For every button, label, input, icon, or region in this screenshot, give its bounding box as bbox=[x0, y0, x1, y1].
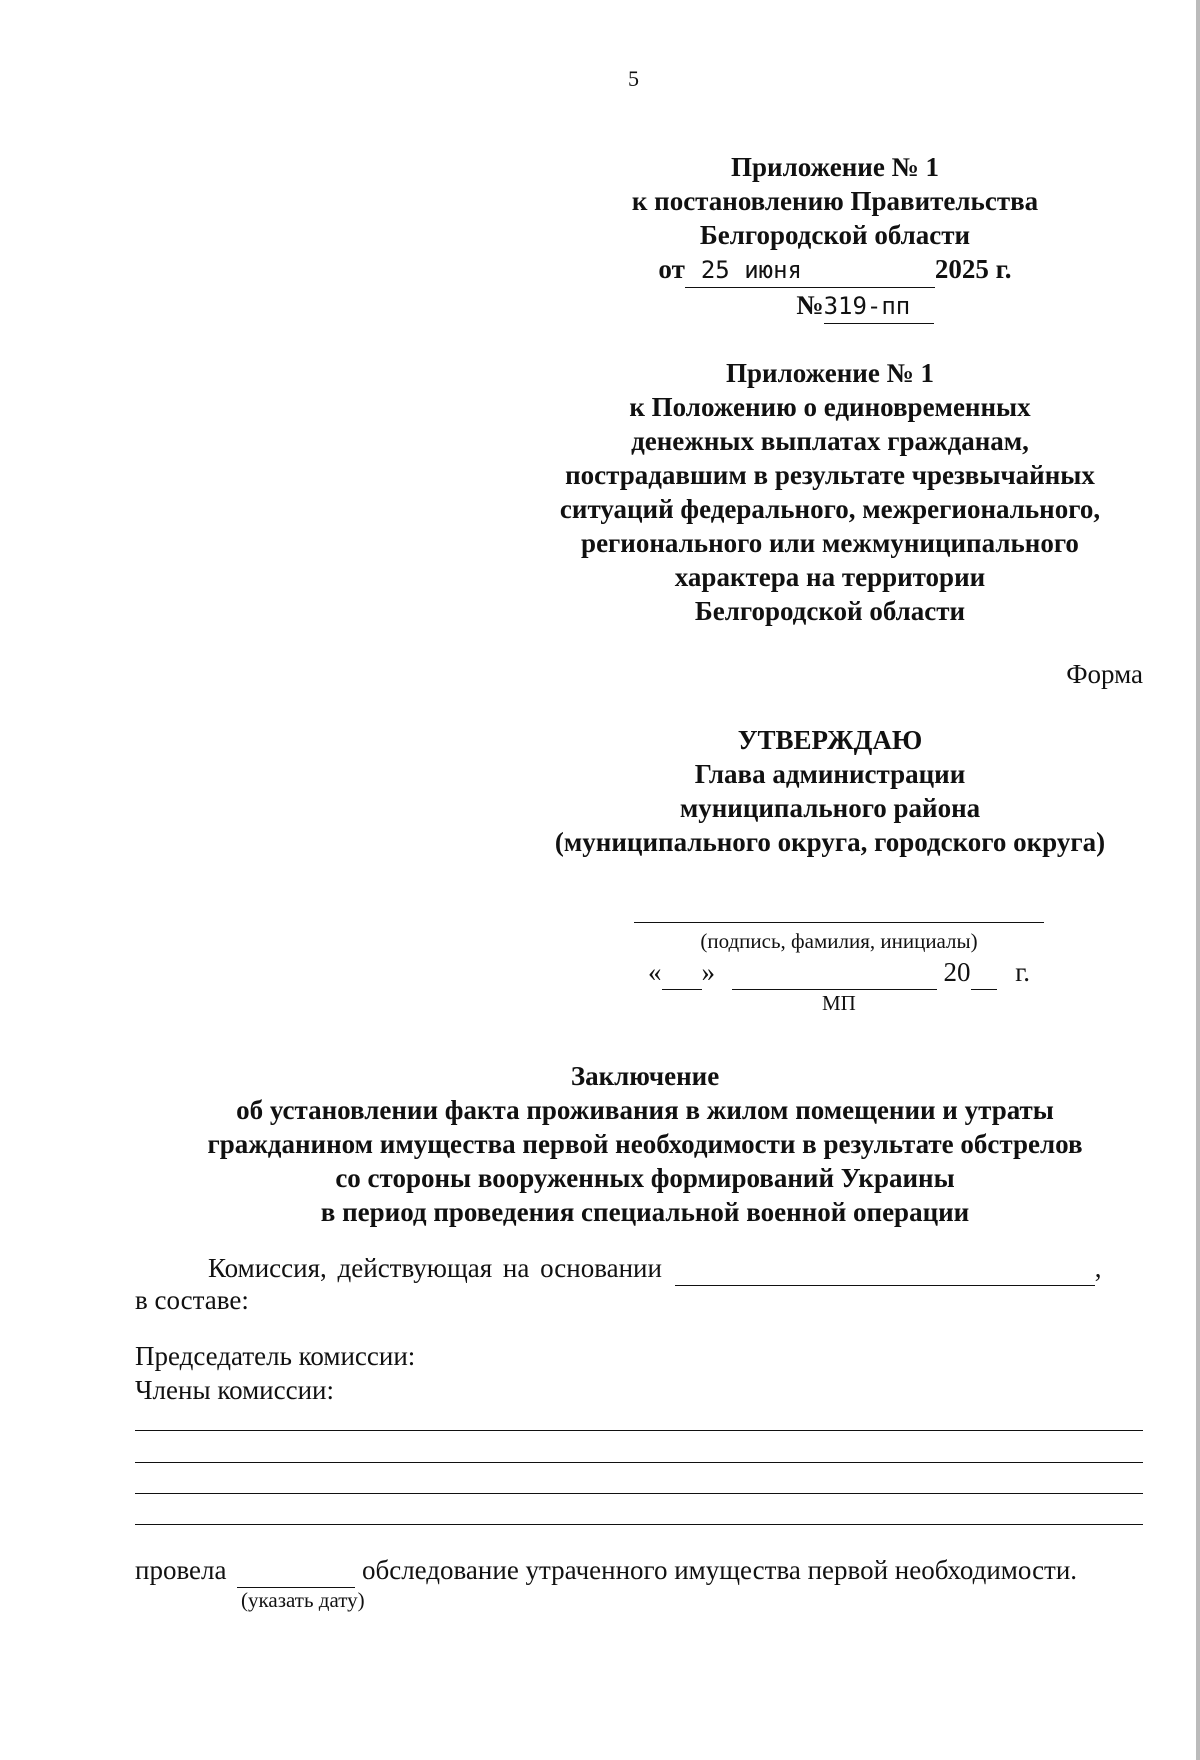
approval-line-2: муниципального района bbox=[679, 793, 981, 823]
member-line-1 bbox=[135, 1430, 1143, 1431]
day-field bbox=[662, 955, 702, 990]
regulation-line-5: ситуаций федерального, межрегионального, bbox=[559, 494, 1101, 524]
number-field bbox=[824, 288, 934, 324]
annex-header bbox=[590, 150, 1080, 324]
number-handwritten: 319-пп bbox=[823, 292, 911, 320]
annex-title: Приложение № 1 bbox=[731, 152, 939, 182]
page-number: 5 bbox=[628, 66, 639, 91]
annex-date-line bbox=[590, 252, 1080, 288]
date-hint: (указать дату) bbox=[241, 1588, 365, 1612]
regulation-line-2: к Положению о единовременных bbox=[629, 392, 1031, 422]
signature-line bbox=[634, 922, 1044, 923]
year-prefix: 20 bbox=[943, 957, 971, 987]
scan-edge bbox=[1196, 0, 1200, 1760]
chairman-label: Председатель комиссии: bbox=[135, 1341, 416, 1371]
regulation-line-8: Белгородской области bbox=[694, 596, 966, 626]
regulation-line-6: регионального или межмуниципального bbox=[581, 528, 1079, 558]
date-close-quote: » bbox=[701, 957, 715, 987]
date-open-quote: « bbox=[648, 957, 662, 987]
approval-line-3: (муниципального округа, городского округа) bbox=[554, 827, 1106, 857]
year-field bbox=[971, 955, 997, 990]
survey-date-field bbox=[237, 1553, 355, 1588]
approval-line-1: Глава администрации bbox=[694, 759, 966, 789]
number-prefix: № bbox=[796, 290, 824, 320]
annex-decree-ref: к постановлению Правительства bbox=[631, 186, 1039, 216]
regulation-line-3: денежных выплатах гражданам, bbox=[631, 426, 1029, 456]
conclusion-line-2: гражданином имущества первой необходимости в результате обстрелов bbox=[207, 1129, 1083, 1159]
basis-field bbox=[675, 1251, 1095, 1286]
annex-number-line bbox=[590, 288, 1080, 324]
approval-block bbox=[520, 723, 1140, 859]
member-line-2 bbox=[135, 1462, 1143, 1463]
stamp-label: МП bbox=[822, 991, 856, 1015]
comma: , bbox=[1094, 1253, 1102, 1283]
approval-date-line bbox=[648, 955, 1030, 990]
date-handwritten: 25 июня bbox=[700, 256, 802, 284]
conclusion-line-1: об установлении факта проживания в жилом помещении и утраты bbox=[236, 1095, 1054, 1125]
date-prefix: от bbox=[658, 254, 685, 284]
year-suffix: г. bbox=[1015, 957, 1031, 987]
regulation-line-1: Приложение № 1 bbox=[726, 358, 934, 388]
member-line-3 bbox=[135, 1493, 1143, 1494]
conclusion-heading bbox=[100, 1059, 1190, 1229]
composition-label: в составе: bbox=[135, 1285, 249, 1315]
regulation-annex bbox=[520, 356, 1140, 628]
date-field bbox=[685, 252, 935, 288]
approval-title: УТВЕРЖДАЮ bbox=[737, 725, 923, 755]
conducted-suffix: обследование утраченного имущества первой необходимости. bbox=[361, 1555, 1078, 1585]
date-suffix: 2025 г. bbox=[934, 254, 1012, 284]
conclusion-title: Заключение bbox=[570, 1061, 720, 1091]
regulation-line-7: характера на территории bbox=[674, 562, 986, 592]
conclusion-line-3: со стороны вооруженных формирований Украины bbox=[335, 1163, 955, 1193]
regulation-line-4: пострадавшим в результате чрезвычайных bbox=[565, 460, 1095, 490]
form-label: Форма bbox=[1066, 659, 1143, 689]
member-line-4 bbox=[135, 1524, 1143, 1525]
conducted-prefix: провела bbox=[135, 1555, 227, 1585]
members-label: Члены комиссии: bbox=[135, 1375, 334, 1405]
conducted-line bbox=[135, 1553, 1077, 1588]
commission-line bbox=[208, 1251, 1101, 1286]
signature-caption: (подпись, фамилия, инициалы) bbox=[700, 929, 978, 953]
conclusion-line-4: в период проведения специальной военной операции bbox=[320, 1197, 970, 1227]
commission-text: Комиссия, действующая на основании bbox=[208, 1253, 662, 1283]
annex-region: Белгородской области bbox=[699, 220, 971, 250]
month-field bbox=[732, 955, 937, 990]
